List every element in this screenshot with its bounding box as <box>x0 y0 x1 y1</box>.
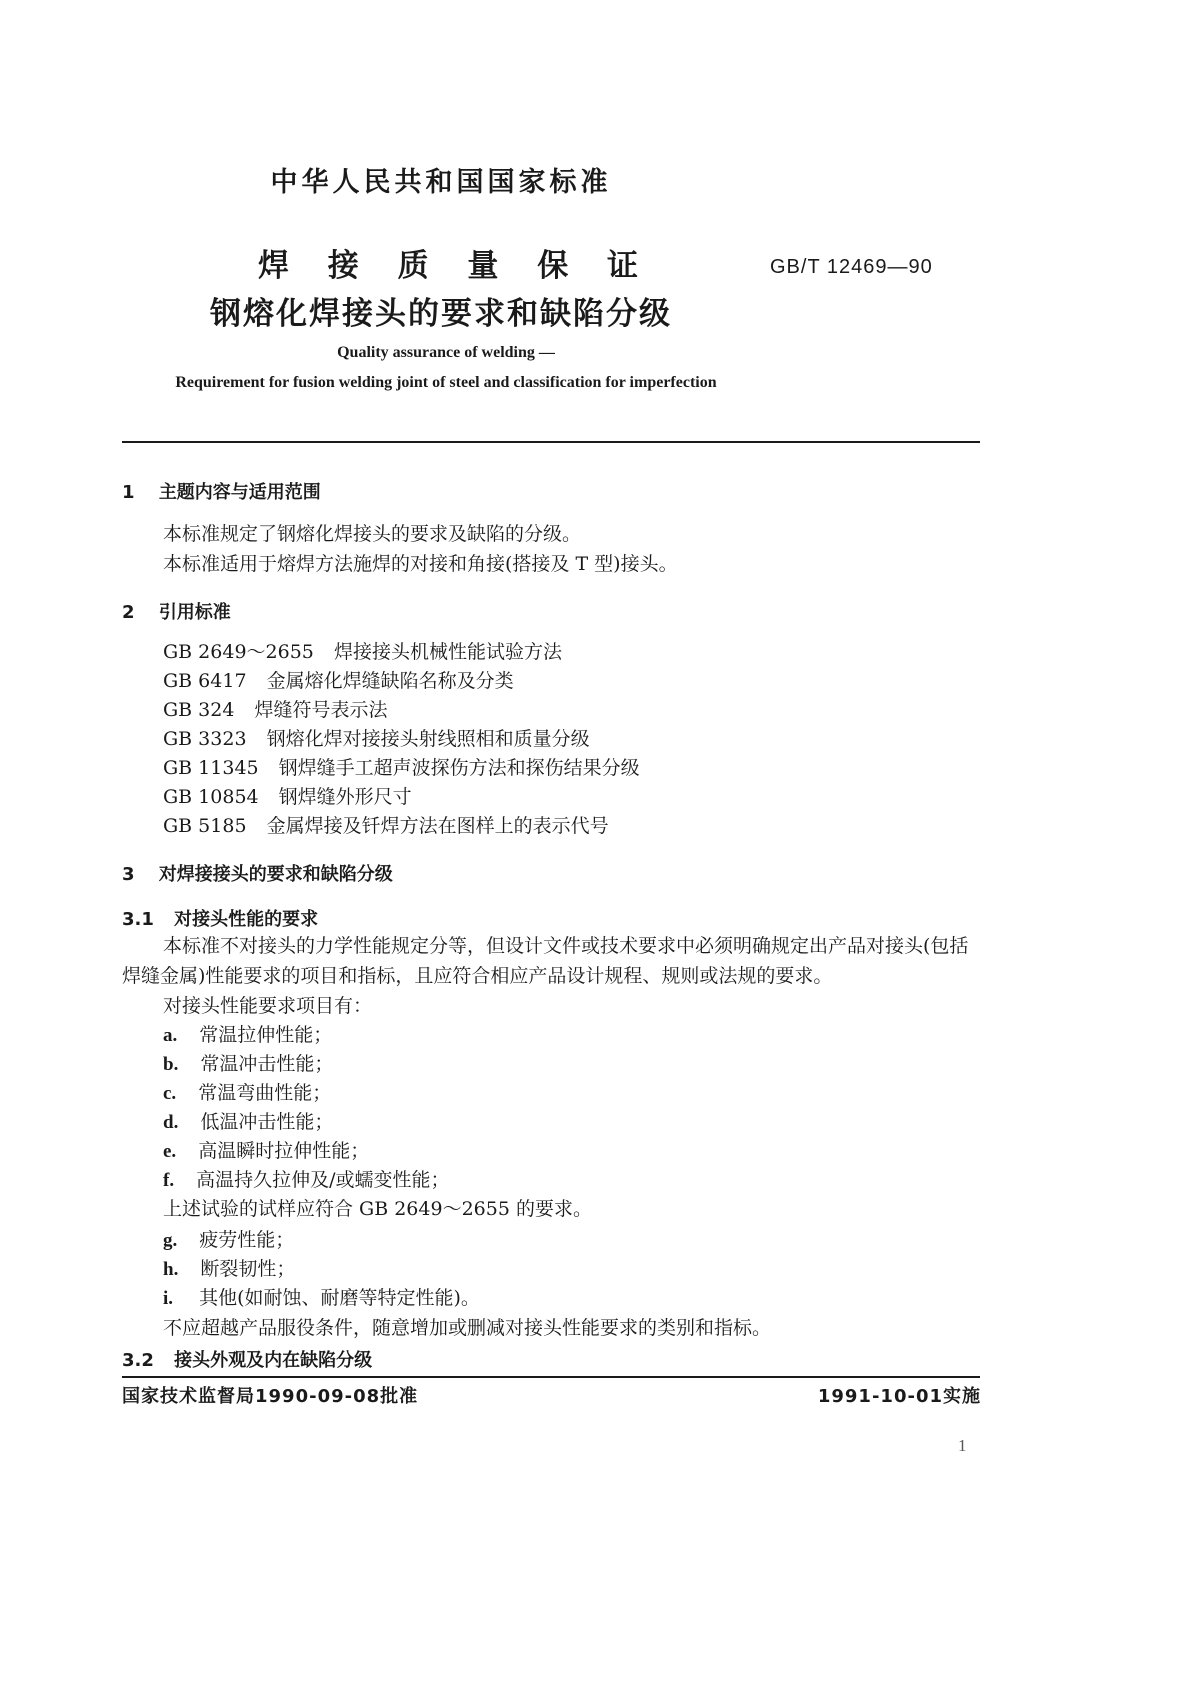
reference-code: GB 5185 <box>163 815 247 837</box>
reference-title: 焊缝符号表示法 <box>254 699 388 721</box>
title-line-2: 钢熔化焊接头的要求和缺陷分级 <box>210 296 672 332</box>
list-text: 断裂韧性； <box>200 1258 296 1280</box>
title-char: 接 <box>327 248 359 284</box>
header-divider <box>122 441 980 443</box>
list-text: 高温持久拉伸及/或蠕变性能； <box>196 1169 450 1191</box>
list-item <box>163 1081 331 1106</box>
implementation-date: 1991-10-01实施 <box>817 1386 981 1407</box>
reference-title: 钢焊缝外形尺寸 <box>278 786 412 808</box>
list-item <box>163 1023 332 1048</box>
reference-code: GB 10854 <box>163 786 259 808</box>
subsection-3-2-heading <box>122 1346 372 1372</box>
title-char: 焊 <box>258 248 289 284</box>
list-item <box>163 1139 369 1164</box>
list-letter: a. <box>163 1025 178 1046</box>
list-text: 常温弯曲性能； <box>198 1082 332 1104</box>
section-number: 2 <box>122 602 135 623</box>
list-letter: f. <box>163 1170 175 1191</box>
reference-title: 钢焊缝手工超声波探伤方法和探伤结果分级 <box>278 757 640 779</box>
section-number: 1 <box>122 482 135 503</box>
reference-title: 钢熔化焊对接接头射线照相和质量分级 <box>266 728 590 750</box>
list-item <box>163 1228 294 1253</box>
reference-title: 金属焊接及钎焊方法在图样上的表示代号 <box>266 815 609 837</box>
reference-code: GB 3323 <box>163 728 247 750</box>
reference-title: 焊接接头机械性能试验方法 <box>333 641 562 663</box>
items-intro: 对接头性能要求项目有： <box>163 995 373 1017</box>
list-item <box>163 1257 295 1282</box>
subsection-number: 3.1 <box>122 909 154 930</box>
reference-code: GB 11345 <box>163 757 259 779</box>
section-title: 对焊接接头的要求和缺陷分级 <box>158 864 393 885</box>
title-char: 证 <box>606 248 638 284</box>
list-item <box>163 1052 333 1077</box>
title-char: 量 <box>467 248 499 284</box>
reference-code: GB 324 <box>163 699 235 721</box>
reference-item <box>163 640 562 664</box>
standard-number: GB/T 12469—90 <box>770 256 933 278</box>
list-text: 高温瞬时拉伸性能； <box>198 1140 370 1162</box>
section-1-paragraph: 本标准适用于熔焊方法施焊的对接和角接(搭接及 T 型)接头。 <box>163 553 678 575</box>
title-char: 质 <box>397 248 429 284</box>
list-letter: g. <box>163 1230 178 1251</box>
reference-item <box>163 727 590 751</box>
section-1-heading <box>122 478 321 504</box>
list-text: 低温冲击性能； <box>200 1111 334 1133</box>
approval-line: 国家技术监督局1990-09-08批准 <box>122 1386 419 1407</box>
reference-title: 金属熔化焊缝缺陷名称及分类 <box>266 670 514 692</box>
page-number: 1 <box>958 1436 967 1455</box>
reference-item <box>163 814 609 838</box>
list-letter: c. <box>163 1083 177 1104</box>
subsection-paragraph-line: 焊缝金属)性能要求的项目和指标，且应符合相应产品设计规程、规则或法规的要求。 <box>122 965 833 987</box>
reference-code: GB 6417 <box>163 670 247 692</box>
list-letter: h. <box>163 1259 179 1280</box>
english-title-line-1: Quality assurance of welding — <box>337 344 555 361</box>
footer-divider <box>122 1376 980 1378</box>
section-title: 引用标准 <box>158 602 231 623</box>
sample-note: 上述试验的试样应符合 GB 2649～2655 的要求。 <box>163 1198 592 1220</box>
section-title: 主题内容与适用范围 <box>158 482 321 503</box>
reference-item <box>163 756 640 780</box>
closing-paragraph: 不应超越产品服役条件，随意增加或删减对接头性能要求的类别和指标。 <box>163 1317 772 1339</box>
list-text: 其他(如耐蚀、耐磨等特定性能)。 <box>199 1287 480 1309</box>
list-letter: i. <box>163 1288 174 1309</box>
subsection-title: 对接头性能的要求 <box>174 909 319 930</box>
list-item <box>163 1110 333 1135</box>
list-item <box>163 1286 480 1311</box>
subsection-paragraph-line: 本标准不对接头的力学性能规定分等，但设计文件或技术要求中必须明确规定出产品对接头(包括 <box>163 935 969 957</box>
title-line-1 <box>258 240 638 285</box>
subsection-3-1-heading <box>122 905 318 931</box>
subsection-number: 3.2 <box>122 1350 154 1371</box>
reference-item <box>163 785 412 809</box>
section-1-paragraph: 本标准规定了钢熔化焊接头的要求及缺陷的分级。 <box>163 523 582 545</box>
subsection-title: 接头外观及内在缺陷分级 <box>174 1350 373 1371</box>
reference-code: GB 2649～2655 <box>163 641 314 663</box>
section-2-heading <box>122 598 231 624</box>
reference-item <box>163 698 388 722</box>
reference-item <box>163 669 514 693</box>
national-standard-heading: 中华人民共和国国家标准 <box>270 167 612 198</box>
list-text: 常温拉伸性能； <box>199 1024 333 1046</box>
list-letter: b. <box>163 1054 179 1075</box>
list-item <box>163 1168 450 1193</box>
list-letter: d. <box>163 1112 179 1133</box>
title-char: 保 <box>537 248 569 284</box>
list-text: 常温冲击性能； <box>200 1053 334 1075</box>
list-letter: e. <box>163 1141 177 1162</box>
section-3-heading <box>122 860 393 886</box>
section-number: 3 <box>122 864 135 885</box>
english-title-line-2: Requirement for fusion welding joint of steel and classification for imperfection <box>175 374 717 391</box>
list-text: 疲劳性能； <box>199 1229 295 1251</box>
